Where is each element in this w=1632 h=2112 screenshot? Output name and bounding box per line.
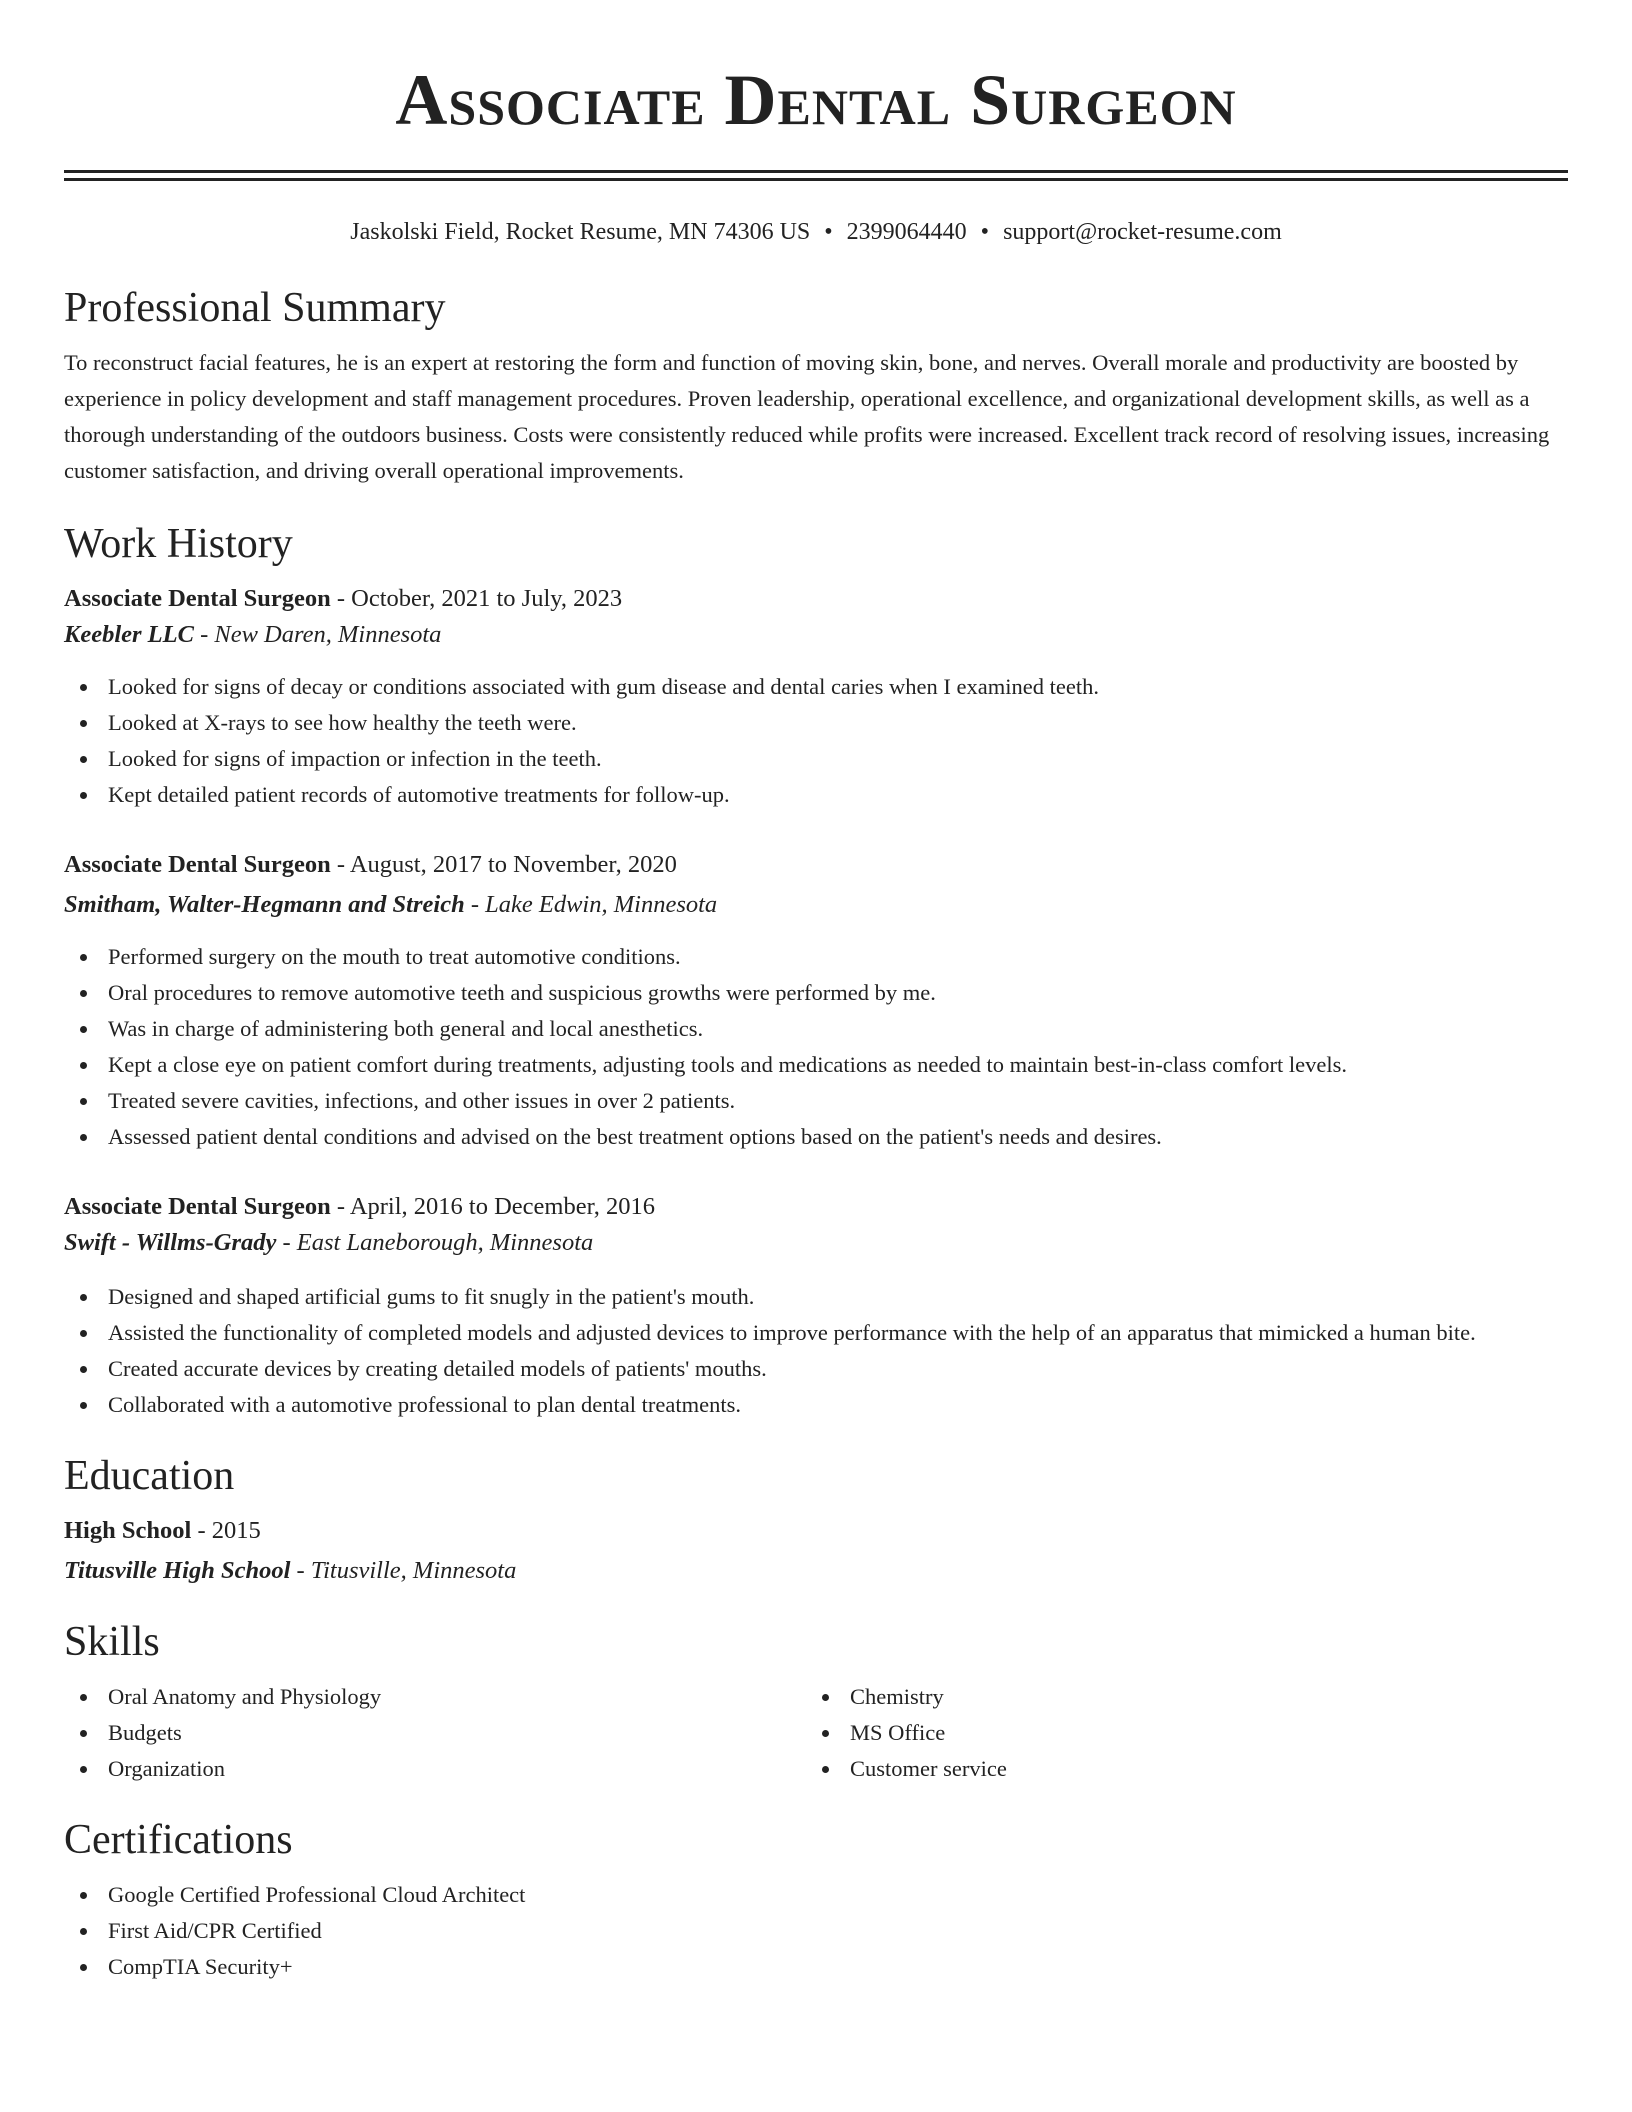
job-bullets: [64, 939, 1568, 1155]
list-item: Looked for signs of impaction or infection in the teeth.: [64, 741, 1568, 777]
list-item: Oral procedures to remove automotive teeth and suspicious growths were performed by me.: [64, 975, 1568, 1011]
job-entry: [64, 581, 1568, 813]
list-item: Organization: [64, 1751, 806, 1787]
company-name: Keebler LLC: [64, 621, 194, 648]
contact-email: support@rocket-resume.com: [1003, 219, 1282, 245]
company-location: - New Daren, Minnesota: [193, 621, 442, 648]
list-item: Google Certified Professional Cloud Architect: [64, 1877, 1568, 1913]
list-item: Customer service: [806, 1751, 1548, 1787]
summary-text: To reconstruct facial features, he is an expert at restoring the form and function of moving skin, bone, and nerves. Overall morale and productivity are boosted by experience in policy development and staff management procedures. Proven leadership, operational excellence, and organizational development skills, as well as a thorough understanding of the outdoors business. Costs were consistently reduced while profits were increased. Excellent track record of resolving issues, increasing customer satisfaction, and driving overall operational improvements.: [64, 350, 1550, 483]
summary-heading: Professional Summary: [64, 285, 446, 331]
certifications-heading: Certifications: [64, 1817, 293, 1863]
job-dates: - August, 2017 to November, 2020: [330, 851, 677, 878]
list-item: Kept a close eye on patient comfort during treatments, adjusting tools and medications as needed to maintain best-in-class comfort levels.: [64, 1047, 1568, 1083]
list-item: CompTIA Security+: [64, 1949, 1568, 1985]
job-title-line: [64, 581, 1568, 617]
contact-separator: •: [824, 219, 833, 245]
company-line: [64, 1225, 1568, 1261]
list-item: Was in charge of administering both general and local anesthetics.: [64, 1011, 1568, 1047]
list-item: Assisted the functionality of completed models and adjusted devices to improve performance with the help of an apparatus that mimicked a human bite.: [64, 1315, 1568, 1351]
contact-separator: •: [980, 219, 990, 245]
contact-address: Jaskolski Field, Rocket Resume, MN 74306 US: [350, 219, 811, 245]
skills-grid: [64, 1679, 1568, 1787]
contact-line: [64, 217, 1568, 247]
school-line: [64, 1553, 1568, 1589]
certifications-list: [64, 1877, 1568, 1985]
list-item: Designed and shaped artificial gums to fit snugly in the patient's mouth.: [64, 1279, 1568, 1315]
job-bullets: [64, 1279, 1568, 1423]
job-dates: - April, 2016 to December, 2016: [330, 1193, 656, 1220]
graduation-year: - 2015: [191, 1517, 261, 1544]
list-item: Oral Anatomy and Physiology: [64, 1679, 806, 1715]
work-history-heading: Work History: [64, 521, 293, 567]
list-item: Created accurate devices by creating detailed models of patients' mouths.: [64, 1351, 1568, 1387]
list-item: Budgets: [64, 1715, 806, 1751]
contact-phone: 2399064440: [846, 219, 967, 245]
company-location: - Lake Edwin, Minnesota: [464, 891, 718, 918]
list-item: MS Office: [806, 1715, 1548, 1751]
list-item: Kept detailed patient records of automotive treatments for follow-up.: [64, 777, 1568, 813]
company-line: [64, 617, 1568, 653]
school-location: - Titusville, Minnesota: [290, 1557, 517, 1584]
school-name: Titusville High School: [64, 1557, 291, 1584]
skills-column-left: [64, 1679, 806, 1787]
company-name: Smitham, Walter-Hegmann and Streich: [64, 891, 465, 918]
resume-title: Associate Dental Surgeon: [395, 60, 1237, 140]
list-item: Looked at X-rays to see how healthy the teeth were.: [64, 705, 1568, 741]
job-title: Associate Dental Surgeon: [64, 851, 331, 878]
list-item: Looked for signs of decay or conditions associated with gum disease and dental caries when I examined teeth.: [64, 669, 1568, 705]
company-location: - East Laneborough, Minnesota: [276, 1229, 594, 1256]
degree: High School: [64, 1517, 192, 1544]
list-item: Treated severe cavities, infections, and other issues in over 2 patients.: [64, 1083, 1568, 1119]
degree-line: [64, 1513, 1568, 1549]
company-line: [64, 887, 1568, 923]
list-item: Assessed patient dental conditions and advised on the best treatment options based on the patient's needs and desires.: [64, 1119, 1568, 1155]
job-title-line: [64, 1189, 1568, 1225]
education-heading: Education: [64, 1453, 235, 1499]
job-entry: [64, 847, 1568, 1155]
education-entry: [64, 1513, 1568, 1589]
job-title: Associate Dental Surgeon: [64, 585, 331, 612]
skills-heading: Skills: [64, 1619, 160, 1665]
skills-column-right: [806, 1679, 1548, 1787]
list-item: Chemistry: [806, 1679, 1548, 1715]
resume-page: [64, 0, 1568, 1985]
job-dates: - October, 2021 to July, 2023: [330, 585, 623, 612]
job-title: Associate Dental Surgeon: [64, 1193, 331, 1220]
company-name: Swift - Willms-Grady: [64, 1229, 277, 1256]
job-title-line: [64, 847, 1568, 883]
list-item: Collaborated with a automotive professional to plan dental treatments.: [64, 1387, 1568, 1423]
list-item: Performed surgery on the mouth to treat automotive conditions.: [64, 939, 1568, 975]
job-bullets: [64, 669, 1568, 813]
job-entry: [64, 1189, 1568, 1423]
list-item: First Aid/CPR Certified: [64, 1913, 1568, 1949]
title-rule-bottom: [64, 178, 1568, 181]
title-rule-top: [64, 170, 1568, 173]
